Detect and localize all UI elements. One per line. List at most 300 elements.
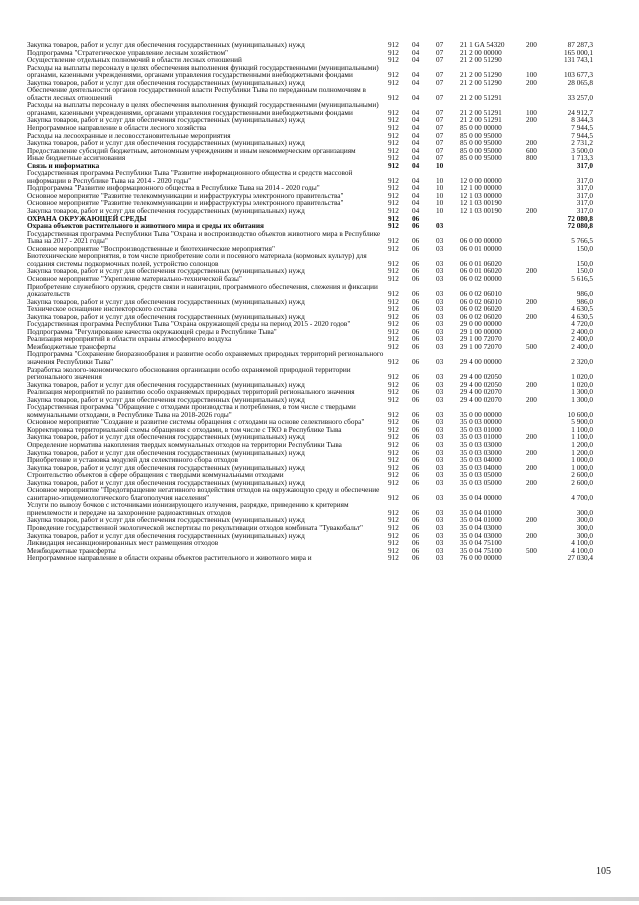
row-section: 04 (412, 154, 420, 163)
row-amount: 8 344,3 (571, 116, 593, 125)
row-subsection: 03 (436, 259, 444, 268)
row-amount: 317,0 (576, 207, 593, 216)
row-amount: 2 731,2 (571, 139, 593, 148)
row-section: 06 (412, 327, 420, 336)
row-expense-type: 200 (526, 267, 537, 276)
row-name: Расходы на выплаты персоналу в целях обеспечения выполнения функций государственными (муниципальными) органами, казенными учреждениями, органами управления государственными внебюджетными фондами (27, 101, 379, 117)
row-amount: 72 080,8 (567, 214, 593, 223)
row-amount: 4 100,0 (571, 546, 593, 555)
row-subsection: 03 (436, 305, 444, 314)
row-subsection: 07 (436, 146, 444, 155)
row-section: 04 (412, 56, 420, 65)
row-section: 06 (412, 222, 420, 231)
row-target-article: 85 0 00 00000 (460, 124, 502, 133)
row-amount: 165 000,1 (564, 48, 593, 57)
row-target-article: 21 2 00 51291 (460, 116, 502, 125)
row-gov-code: 912 (388, 524, 399, 532)
row-section: 04 (412, 124, 420, 133)
row-name: Основное мероприятие "Создание и развитие системы обращения с отходами на основе селективного сбора" (27, 418, 365, 427)
row-section: 06 (412, 395, 420, 404)
row-name: Услуги по вывозу бочков с источниками ионизирующего излучения, разрядке, приведению к критериям приемлемости и передаче на захоронение радиоактивных отходов (27, 501, 349, 517)
row-gov-code: 912 (388, 410, 399, 419)
row-name: Основное мероприятие "Предотвращение негативного воздействия отходов на окружающую среду и обеспечение санитарно-эпидемиологического благополучия населения" (27, 486, 380, 502)
row-name: Закупка товаров, работ и услуг для обеспечения государственных (муниципальных) нужд (27, 395, 305, 404)
table-row (27, 155, 613, 163)
row-gov-code: 912 (388, 131, 399, 140)
row-target-article: 21 2 00 51291 (460, 93, 502, 102)
row-subsection: 03 (436, 448, 444, 457)
row-amount: 317,0 (576, 161, 593, 170)
row-amount: 2 600,0 (571, 478, 593, 487)
row-subsection: 07 (436, 48, 444, 57)
row-amount: 33 257,0 (567, 93, 593, 102)
row-expense-type: 200 (526, 516, 537, 525)
row-amount: 131 743,1 (564, 56, 593, 65)
row-amount: 3 500,0 (571, 146, 593, 155)
row-section: 04 (412, 161, 420, 170)
row-gov-code: 912 (388, 146, 399, 155)
row-expense-type: 100 (526, 108, 537, 117)
row-section: 06 (412, 463, 420, 472)
row-subsection: 03 (436, 222, 444, 231)
row-gov-code: 912 (388, 539, 399, 548)
row-amount: 1 100,0 (571, 433, 593, 442)
row-target-article: 29 4 00 02070 (460, 388, 502, 397)
table-row (27, 367, 613, 382)
row-amount: 28 065,8 (567, 78, 593, 87)
row-amount: 986,0 (576, 297, 593, 306)
row-gov-code: 912 (388, 478, 399, 487)
row-amount: 2 320,0 (571, 357, 593, 366)
row-amount: 5 616,5 (571, 274, 593, 283)
row-section: 06 (412, 335, 420, 344)
row-name: Закупка товаров, работ и услуг для обеспечения государственных (муниципальных) нужд (27, 433, 305, 442)
row-subsection: 03 (436, 327, 444, 336)
row-name: Иные бюджетные ассигнования (27, 154, 126, 163)
row-name: Основное мероприятие "Развитие телекоммуникации и инфраструктуры электронного правительства" (27, 191, 344, 200)
row-target-article: 35 0 04 75100 (460, 539, 502, 548)
row-target-article: 76 0 00 00000 (460, 554, 502, 563)
row-gov-code: 912 (388, 214, 399, 223)
row-subsection: 07 (436, 139, 444, 148)
row-section: 06 (412, 214, 420, 223)
row-name: Закупка товаров, работ и услуг для обеспечения государственных (муниципальных) нужд (27, 531, 305, 540)
row-name: Закупка товаров, работ и услуг для обеспечения государственных (муниципальных) нужд (27, 267, 305, 276)
row-expense-type: 200 (526, 463, 537, 472)
row-subsection: 03 (436, 320, 444, 329)
row-name: Расходы на лесоохранные и лесовосстановительные мероприятия (27, 131, 231, 140)
row-gov-code: 912 (388, 290, 399, 299)
row-subsection: 07 (436, 108, 444, 117)
row-target-article: 06 0 02 06020 (460, 305, 502, 314)
row-section: 06 (412, 342, 420, 351)
row-subsection: 03 (436, 554, 444, 563)
row-name: Закупка товаров, работ и услуг для обеспечения государственных (муниципальных) нужд (27, 41, 305, 49)
row-name: Закупка товаров, работ и услуг для обеспечения государственных (муниципальных) нужд (27, 139, 305, 148)
row-target-article: 35 0 04 01000 (460, 508, 502, 517)
row-target-article: 06 0 01 00000 (460, 244, 502, 253)
row-gov-code: 912 (388, 342, 399, 351)
row-amount: 2 400,0 (571, 327, 593, 336)
row-amount: 300,0 (576, 531, 593, 540)
row-gov-code: 912 (388, 48, 399, 57)
row-name: Закупка товаров, работ и услуг для обеспечения государственных (муниципальных) нужд (27, 297, 305, 306)
row-gov-code: 912 (388, 78, 399, 87)
row-subsection: 10 (436, 184, 444, 193)
row-amount: 317,0 (576, 191, 593, 200)
row-target-article: 35 0 04 03000 (460, 524, 502, 532)
row-amount: 300,0 (576, 516, 593, 525)
row-expense-type: 200 (526, 448, 537, 457)
row-subsection: 10 (436, 207, 444, 216)
row-amount: 10 600,0 (567, 410, 593, 419)
row-subsection: 03 (436, 471, 444, 480)
row-section: 06 (412, 531, 420, 540)
row-subsection: 03 (436, 267, 444, 276)
budget-table (27, 42, 613, 563)
row-amount: 1 020,0 (571, 373, 593, 382)
row-amount: 2 600,0 (571, 471, 593, 480)
row-target-article: 29 4 00 02050 (460, 380, 502, 389)
row-gov-code: 912 (388, 161, 399, 170)
row-subsection: 03 (436, 456, 444, 465)
row-name: Подпрограмма "Сохранение биоразнообразия и развитие особо охраняемых природных территорий регионального значения Республики Тыва" (27, 350, 384, 366)
row-target-article: 12 1 03 00000 (460, 191, 502, 200)
row-subsection: 03 (436, 312, 444, 321)
row-section: 06 (412, 524, 420, 532)
row-gov-code: 912 (388, 388, 399, 397)
row-amount: 4 630,5 (571, 312, 593, 321)
row-gov-code: 912 (388, 531, 399, 540)
row-section: 06 (412, 312, 420, 321)
row-name: Государственная программа Республики Тыва "Охрана и воспроизводство объектов животного мира в Республике Тыва на 2017 - 2021 годы" (27, 229, 381, 246)
row-section: 06 (412, 425, 420, 434)
row-gov-code: 912 (388, 116, 399, 125)
row-amount: 1 000,0 (571, 463, 593, 472)
row-section: 06 (412, 516, 420, 525)
row-section: 06 (412, 237, 420, 246)
row-target-article: 35 0 03 03000 (460, 440, 502, 449)
row-target-article: 85 0 00 95000 (460, 154, 502, 163)
row-amount: 986,0 (576, 290, 593, 299)
row-subsection: 03 (436, 290, 444, 299)
row-section: 04 (412, 184, 420, 193)
row-target-article: 12 1 00 00000 (460, 184, 502, 193)
row-target-article: 35 0 04 03000 (460, 531, 502, 540)
row-section: 06 (412, 478, 420, 487)
row-expense-type: 200 (526, 207, 537, 216)
row-subsection: 07 (436, 131, 444, 140)
row-name: Основное мероприятие "Воспроизводственные и биотехнические мероприятия" (27, 244, 275, 253)
row-target-article: 29 1 00 72070 (460, 335, 502, 344)
row-name: Подпрограмма "Стратегическое управление лесным хозяйством" (27, 48, 228, 57)
table-row (27, 65, 613, 80)
row-amount: 4 100,0 (571, 539, 593, 548)
row-gov-code: 912 (388, 493, 399, 502)
row-gov-code: 912 (388, 71, 399, 80)
row-target-article: 06 0 02 06010 (460, 290, 502, 299)
row-section: 06 (412, 259, 420, 268)
row-amount: 2 400,0 (571, 335, 593, 344)
row-target-article: 06 0 02 00000 (460, 274, 502, 283)
row-amount: 300,0 (576, 524, 593, 532)
row-amount: 4 720,0 (571, 320, 593, 329)
row-gov-code: 912 (388, 516, 399, 525)
row-amount: 4 700,0 (571, 493, 593, 502)
row-target-article: 29 1 00 00000 (460, 327, 502, 336)
row-gov-code: 912 (388, 418, 399, 427)
row-name: Расходы на выплаты персоналу в целях обеспечения выполнения функций государственными (муниципальными) органами, казенными учреждениями, органами управления государственными внебюджетными фондами (27, 63, 379, 80)
row-section: 04 (412, 207, 420, 216)
row-subsection: 03 (436, 335, 444, 344)
row-gov-code: 912 (388, 327, 399, 336)
table-row (27, 170, 613, 185)
row-subsection: 03 (436, 410, 444, 419)
row-subsection: 03 (436, 425, 444, 434)
row-amount: 2 400,0 (571, 342, 593, 351)
row-gov-code: 912 (388, 471, 399, 480)
row-target-article: 21 2 00 00000 (460, 48, 502, 57)
row-name: Корректировка территориальной схемы обращения с отходами, в том числе с ТКО в Республике Тыва (27, 425, 342, 434)
row-gov-code: 912 (388, 440, 399, 449)
row-target-article: 21 2 00 51291 (460, 108, 502, 117)
row-section: 06 (412, 418, 420, 427)
row-target-article: 35 0 04 00000 (460, 493, 502, 502)
row-expense-type: 200 (526, 395, 537, 404)
row-expense-type: 500 (526, 342, 537, 351)
row-section: 04 (412, 199, 420, 208)
row-subsection: 10 (436, 176, 444, 185)
row-subsection: 07 (436, 41, 444, 49)
row-target-article: 29 4 00 00000 (460, 357, 502, 366)
row-name: ОХРАНА ОКРУЖАЮЩЕЙ СРЕДЫ (27, 214, 147, 223)
row-expense-type: 200 (526, 297, 537, 306)
row-amount: 103 677,3 (564, 71, 593, 80)
row-name: Межбюджетные трансферты (27, 342, 116, 351)
row-name: Осуществление отдельных полномочий в области лесных отношений (27, 56, 242, 65)
row-amount: 27 030,4 (567, 554, 593, 563)
row-target-article: 12 1 03 00190 (460, 199, 502, 208)
row-gov-code: 912 (388, 199, 399, 208)
row-name: Закупка товаров, работ и услуг для обеспечения государственных (муниципальных) нужд (27, 478, 305, 487)
row-subsection: 03 (436, 357, 444, 366)
row-name: Ликвидация несанкционированных мест размещения отходов (27, 539, 219, 548)
row-gov-code: 912 (388, 297, 399, 306)
row-amount: 150,0 (576, 267, 593, 276)
row-gov-code: 912 (388, 56, 399, 65)
row-subsection: 07 (436, 93, 444, 102)
row-amount: 1 300,0 (571, 388, 593, 397)
row-expense-type: 200 (526, 78, 537, 87)
row-amount: 1 100,0 (571, 425, 593, 434)
row-target-article: 35 0 03 04000 (460, 463, 502, 472)
row-subsection: 10 (436, 161, 444, 170)
table-row (27, 253, 613, 268)
row-expense-type: 200 (526, 531, 537, 540)
row-amount: 1 020,0 (571, 380, 593, 389)
row-name: Непрограммное направление в области лесного хозяйства (27, 124, 207, 133)
row-amount: 317,0 (576, 176, 593, 185)
row-name: Закупка товаров, работ и услуг для обеспечения государственных (муниципальных) нужд (27, 207, 305, 216)
row-subsection: 10 (436, 191, 444, 200)
row-name: Реализация мероприятий по развитию особо охраняемых природных территорий регионального значения (27, 388, 355, 397)
scan-edge (0, 897, 639, 901)
row-name: Подпрограмма "Регулирование качества окружающей среды в Республике Тыва" (27, 327, 277, 336)
row-section: 04 (412, 176, 420, 185)
row-gov-code: 912 (388, 395, 399, 404)
row-name: Государственная программа Республики Тыва "Охрана окружающей среды на период 2015 - 2020 годов" (27, 320, 351, 329)
table-row (27, 555, 613, 563)
row-name: Закупка товаров, работ и услуг для обеспечения государственных (муниципальных) нужд (27, 78, 305, 87)
row-section: 06 (412, 320, 420, 329)
row-gov-code: 912 (388, 305, 399, 314)
row-section: 06 (412, 448, 420, 457)
row-name: Непрограммное направление в области охраны объектов растительного и животного мира и (27, 554, 312, 563)
row-amount: 1 300,0 (571, 395, 593, 404)
row-subsection: 03 (436, 478, 444, 487)
row-section: 04 (412, 131, 420, 140)
row-subsection: 07 (436, 116, 444, 125)
row-expense-type: 200 (526, 116, 537, 125)
row-section: 06 (412, 380, 420, 389)
row-expense-type: 100 (526, 71, 537, 80)
row-target-article: 35 0 03 05000 (460, 478, 502, 487)
row-section: 04 (412, 139, 420, 148)
row-amount: 150,0 (576, 244, 593, 253)
row-subsection: 03 (436, 244, 444, 253)
row-subsection: 07 (436, 154, 444, 163)
row-subsection: 03 (436, 274, 444, 283)
row-section: 06 (412, 440, 420, 449)
row-subsection: 03 (436, 297, 444, 306)
row-target-article: 21 2 00 51290 (460, 56, 502, 65)
row-amount: 5 766,5 (571, 237, 593, 246)
row-gov-code: 912 (388, 335, 399, 344)
row-expense-type: 200 (526, 41, 537, 49)
row-section: 06 (412, 267, 420, 276)
row-subsection: 03 (436, 433, 444, 442)
row-expense-type: 200 (526, 312, 537, 321)
row-subsection: 03 (436, 418, 444, 427)
row-name: Закупка товаров, работ и услуг для обеспечения государственных (муниципальных) нужд (27, 116, 305, 125)
row-section: 06 (412, 456, 420, 465)
row-gov-code: 912 (388, 124, 399, 133)
row-expense-type: 200 (526, 433, 537, 442)
row-amount: 1 000,0 (571, 456, 593, 465)
row-section: 04 (412, 93, 420, 102)
row-section: 06 (412, 274, 420, 283)
row-name: Основное мероприятие "Укрепление материально-технической базы" (27, 274, 242, 283)
row-subsection: 03 (436, 342, 444, 351)
row-name: Связь и информатика (27, 161, 100, 170)
row-amount: 7 944,5 (571, 131, 593, 140)
row-section: 04 (412, 48, 420, 57)
row-gov-code: 912 (388, 244, 399, 253)
row-section: 06 (412, 493, 420, 502)
row-amount: 1 200,0 (571, 440, 593, 449)
row-name: Государственная программа Республики Тыва "Развитие информационного общества и средств массовой информации в Республике Тыва на 2014 - 2020 годы" (27, 169, 353, 185)
row-section: 06 (412, 357, 420, 366)
row-target-article: 06 0 01 06020 (460, 267, 502, 276)
row-section: 06 (412, 305, 420, 314)
page-number: 105 (596, 866, 611, 877)
row-gov-code: 912 (388, 554, 399, 563)
row-gov-code: 912 (388, 154, 399, 163)
row-gov-code: 912 (388, 320, 399, 329)
row-expense-type: 200 (526, 478, 537, 487)
row-name: Обеспечение деятельности органов государственной власти Республики Тыва по переданным полномочиям в области лесных отношений (27, 86, 366, 102)
row-gov-code: 912 (388, 433, 399, 442)
row-subsection: 03 (436, 380, 444, 389)
row-amount: 4 630,5 (571, 305, 593, 314)
row-gov-code: 912 (388, 425, 399, 434)
row-name: Основное мероприятие "Развитие телекоммуникации и инфраструктуры электронного правительства" (27, 199, 344, 208)
row-target-article: 35 0 00 00000 (460, 410, 502, 419)
row-gov-code: 912 (388, 237, 399, 246)
row-target-article: 21 2 00 51290 (460, 71, 502, 80)
row-name: Приобретение служебного оружия, средств связи и навигации, программного обеспечения, слежения и фиксации доказательств (27, 282, 378, 299)
row-subsection: 03 (436, 539, 444, 548)
row-expense-type: 800 (526, 154, 537, 163)
row-target-article: 29 0 00 00000 (460, 320, 502, 329)
row-section: 04 (412, 41, 420, 49)
row-amount: 317,0 (576, 184, 593, 193)
row-target-article: 06 0 01 06020 (460, 259, 502, 268)
row-section: 06 (412, 433, 420, 442)
row-name: Техническое оснащение инспекторского состава (27, 305, 177, 314)
row-name: Охрана объектов растительного и животного мира и среды их обитания (27, 222, 264, 231)
row-subsection: 03 (436, 516, 444, 525)
row-section: 06 (412, 290, 420, 299)
row-target-article: 06 0 00 00000 (460, 237, 502, 246)
table-row (27, 404, 613, 419)
row-amount: 1 200,0 (571, 448, 593, 457)
row-target-article: 12 0 00 00000 (460, 176, 502, 185)
row-target-article: 06 0 02 06020 (460, 312, 502, 321)
row-subsection: 07 (436, 78, 444, 87)
row-gov-code: 912 (388, 274, 399, 283)
row-subsection: 03 (436, 373, 444, 382)
row-amount: 150,0 (576, 259, 593, 268)
row-subsection: 07 (436, 71, 444, 80)
row-subsection: 03 (436, 546, 444, 555)
row-section: 06 (412, 388, 420, 397)
row-name: Строительство объектов в сфере обращения с твердыми коммунальными отходами (27, 471, 284, 480)
row-section: 06 (412, 373, 420, 382)
table-row (27, 487, 613, 502)
row-subsection: 03 (436, 388, 444, 397)
row-section: 06 (412, 297, 420, 306)
row-subsection: 07 (436, 124, 444, 133)
row-amount: 317,0 (576, 199, 593, 208)
row-target-article: 29 4 00 02050 (460, 373, 502, 382)
row-name: Разработка эколого-экономического обоснования организации особо охраняемой природной территории регионального значения (27, 365, 351, 382)
row-section: 06 (412, 471, 420, 480)
row-amount: 1 713,3 (571, 154, 593, 163)
row-gov-code: 912 (388, 546, 399, 555)
row-gov-code: 912 (388, 222, 399, 231)
row-gov-code: 912 (388, 448, 399, 457)
row-section: 06 (412, 508, 420, 517)
row-name: Проведение государственной экологической экспертизы по рекультивации отходов комбината "Тувакобальт" (27, 524, 363, 532)
row-amount: 72 080,8 (567, 222, 593, 231)
row-target-article: 21 1 GA 54320 (460, 41, 505, 49)
row-name: Предоставление субсидий бюджетным, автономным учреждениям и иным некоммерческим организациям (27, 146, 356, 155)
row-name: Приобретение и установка модулей для селективного сбора отходов (27, 456, 238, 465)
row-name: Биотехнические мероприятия, в том числе приобретение соли и посевного материала (кормовых культур) для создания системы подкормочных полей, устройство солонцов (27, 252, 367, 268)
row-subsection: 03 (436, 395, 444, 404)
row-gov-code: 912 (388, 259, 399, 268)
